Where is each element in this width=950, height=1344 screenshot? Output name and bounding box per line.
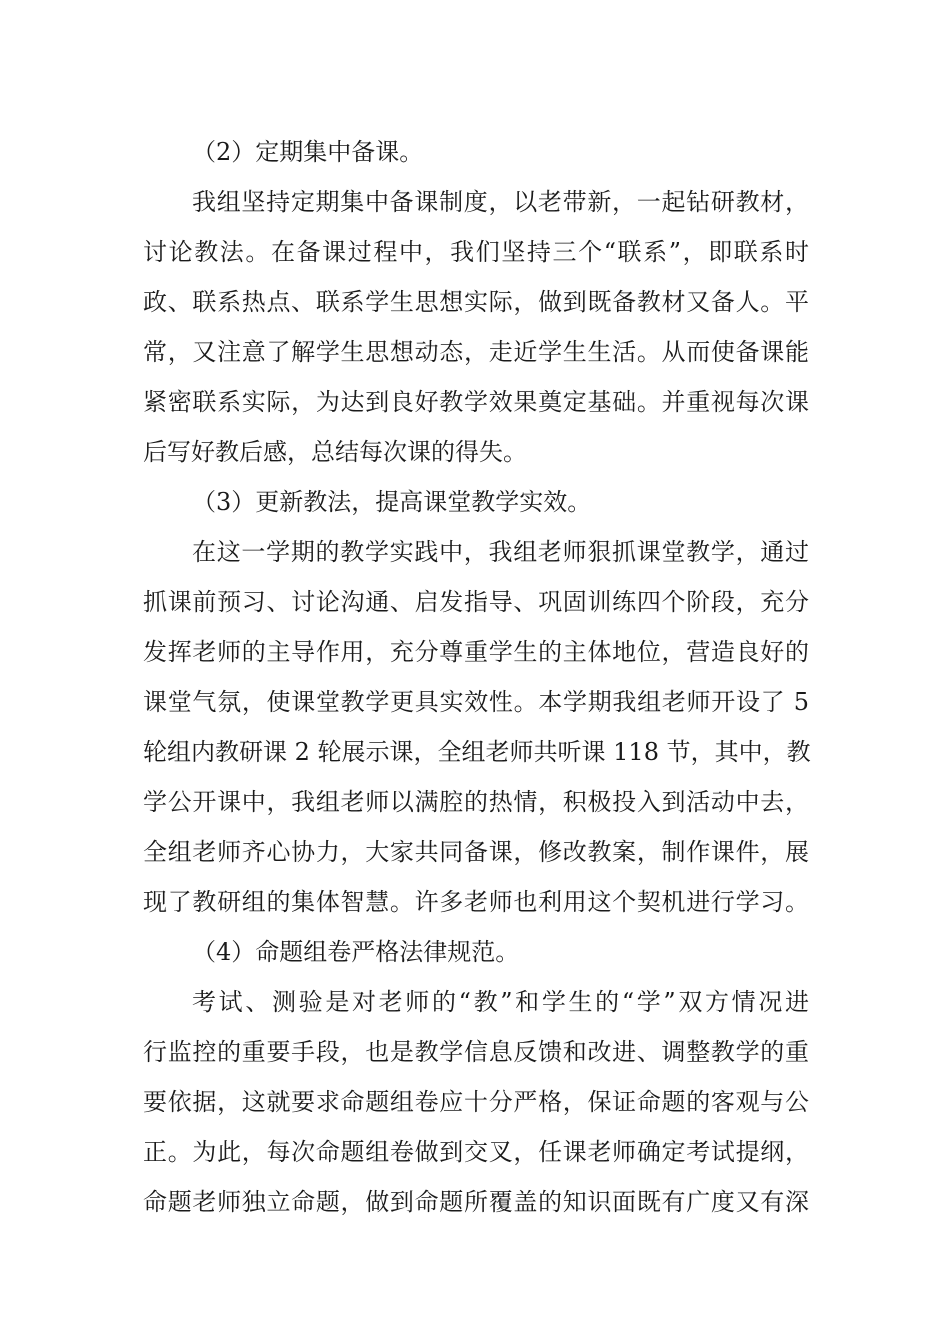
paragraph-line: 课堂气氛，使课堂教学更具实效性。本学期我组老师开设了 5 (143, 688, 809, 716)
paragraph-line: 讨论教法。在备课过程中，我们坚持三个“联系”，即联系时 (143, 238, 809, 266)
paragraph-line: 命题老师独立命题，做到命题所覆盖的知识面既有广度又有深 (143, 1188, 809, 1216)
paragraph-line: 现了教研组的集体智慧。许多老师也利用这个契机进行学习。 (143, 888, 809, 916)
paragraph-line: 政、联系热点、联系学生思想实际，做到既备教材又备人。平 (143, 288, 809, 316)
paragraph-line: 常，又注意了解学生思想动态，走近学生生活。从而使备课能 (143, 338, 809, 366)
paragraph-line: 轮组内教研课 2 轮展示课，全组老师共听课 118 节，其中，教 (143, 738, 811, 766)
paragraph-line: 考试、测验是对老师的“教”和学生的“学”双方情况进 (192, 988, 809, 1016)
paragraph-line: 发挥老师的主导作用，充分尊重学生的主体地位，营造良好的 (143, 638, 809, 666)
paragraph-line: 我组坚持定期集中备课制度，以老带新，一起钻研教材， (192, 188, 809, 216)
heading-3: （3）更新教法，提高课堂教学实效。 (192, 488, 592, 516)
body-text (143, 127, 809, 1227)
paragraph-line: 全组老师齐心协力，大家共同备课，修改教案，制作课件，展 (143, 838, 809, 866)
paragraph-line: 后写好教后感，总结每次课的得失。 (143, 438, 527, 466)
heading-2: （2）定期集中备课。 (192, 138, 424, 166)
paragraph-line: 紧密联系实际，为达到良好教学效果奠定基础。并重视每次课 (143, 388, 809, 416)
paragraph-line: 在这一学期的教学实践中，我组老师狠抓课堂教学，通过 (192, 538, 809, 566)
paragraph-line: 抓课前预习、讨论沟通、启发指导、巩固训练四个阶段，充分 (143, 588, 809, 616)
heading-4: （4）命题组卷严格法律规范。 (192, 938, 520, 966)
paragraph-line: 正。为此，每次命题组卷做到交叉，任课老师确定考试提纲， (143, 1138, 809, 1166)
paragraph-line: 要依据，这就要求命题组卷应十分严格，保证命题的客观与公 (143, 1088, 809, 1116)
paragraph-line: 行监控的重要手段，也是教学信息反馈和改进、调整教学的重 (143, 1038, 809, 1066)
paragraph-line: 学公开课中，我组老师以满腔的热情，积极投入到活动中去， (143, 788, 809, 816)
